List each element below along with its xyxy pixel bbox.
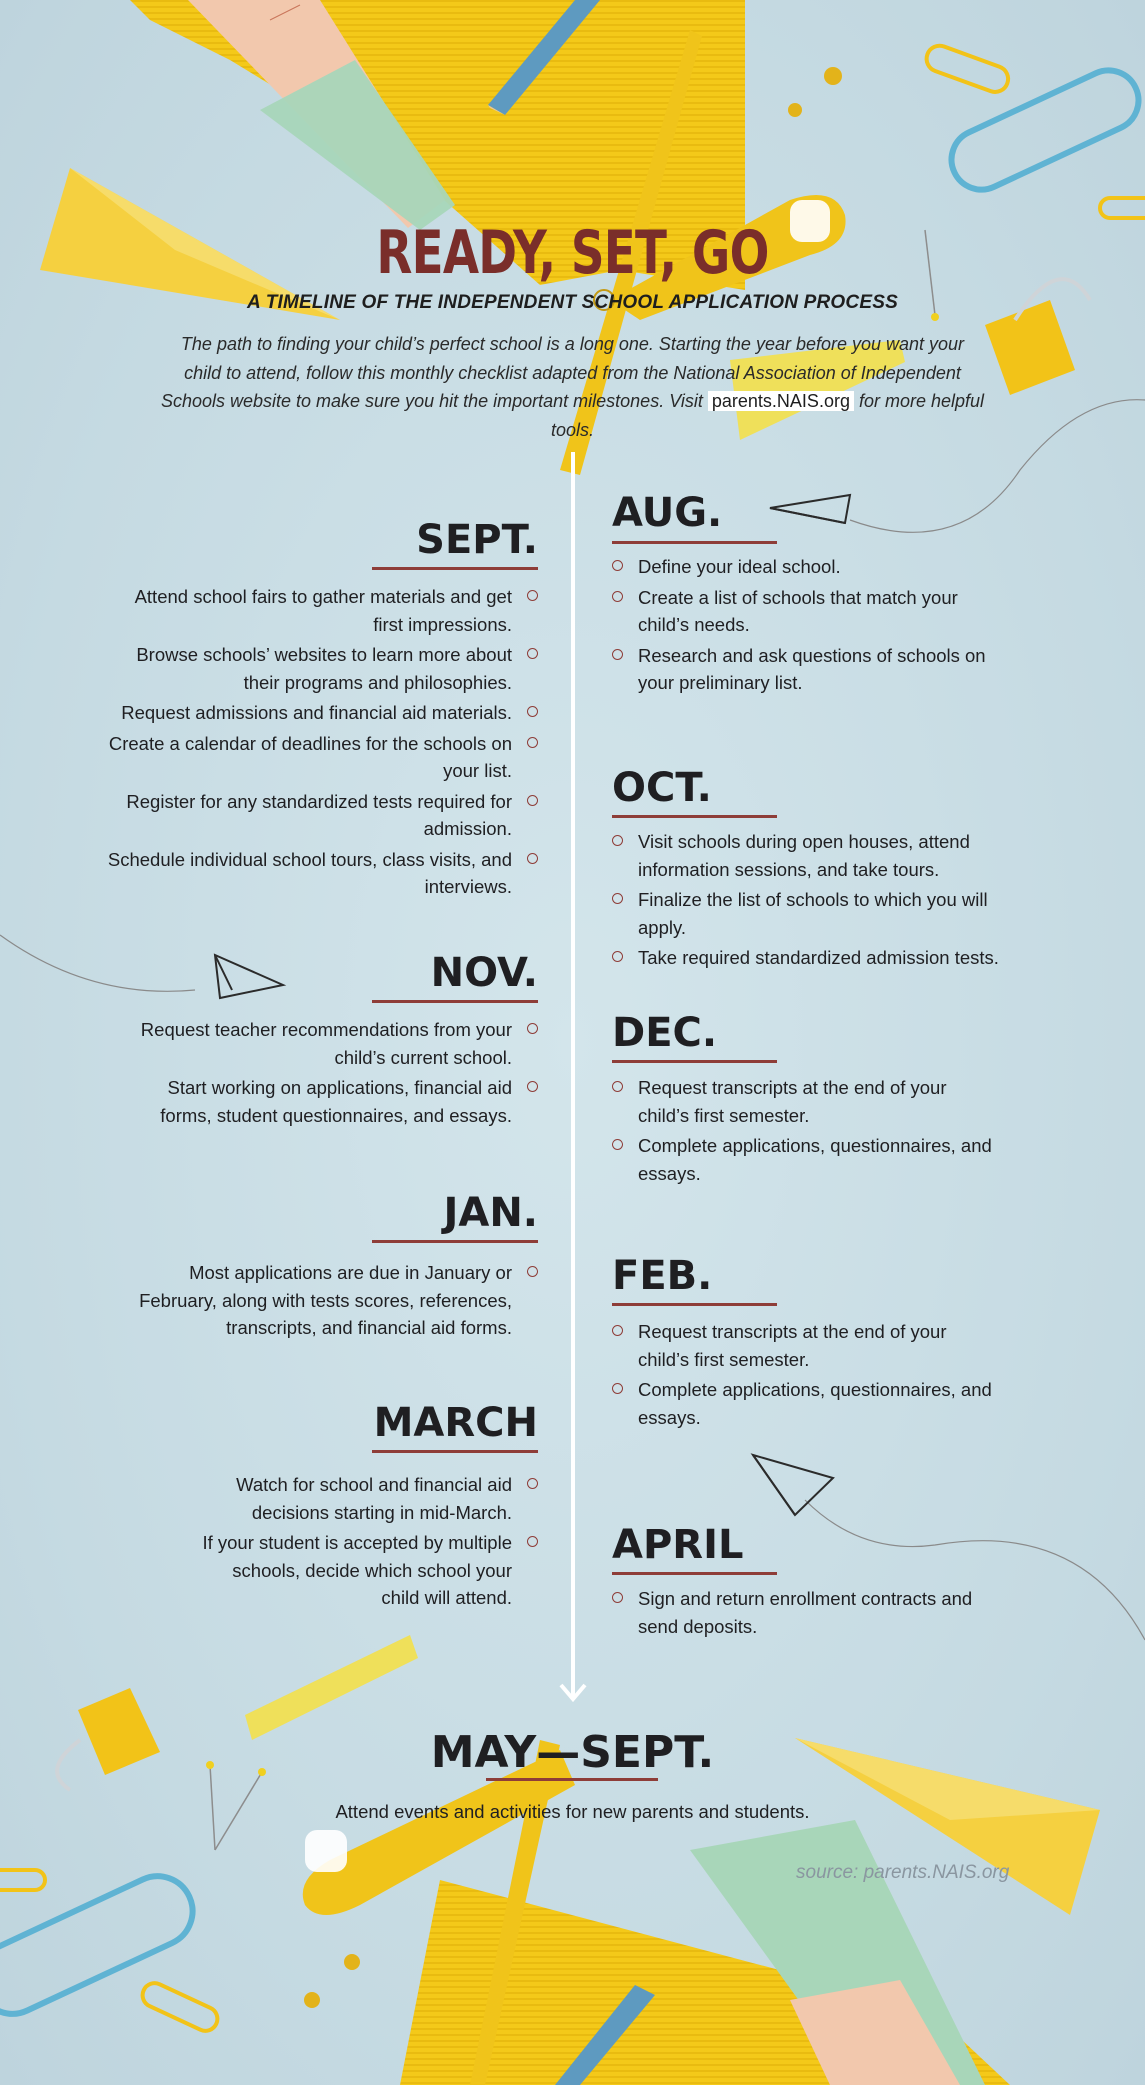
push-pin-icon	[344, 1954, 360, 1970]
bullet-icon	[527, 1023, 538, 1034]
list-item: Request transcripts at the end of your child’s first semester.	[612, 1074, 992, 1129]
highlighter-bottom-icon	[245, 1635, 418, 1740]
month-rule	[372, 1000, 538, 1003]
bullet-icon	[527, 1081, 538, 1092]
bullet-icon	[527, 590, 538, 601]
bullet-icon	[527, 706, 538, 717]
list-item: Attend school fairs to gather materials and get first impressions.	[100, 583, 538, 638]
bullet-icon	[612, 1081, 623, 1092]
intro-text-end: for more helpful tools.	[550, 391, 985, 440]
month-list-dec	[612, 1074, 992, 1190]
paper-plane-sketch-icon	[753, 1455, 833, 1515]
month-title-april: APRIL	[612, 1522, 744, 1568]
bullet-icon	[527, 1478, 538, 1489]
bullet-icon	[527, 1266, 538, 1277]
list-item: Finalize the list of schools to which you will apply.	[612, 886, 1032, 941]
bullet-icon	[612, 951, 623, 962]
paperclip-yellow-icon	[0, 1870, 45, 1890]
month-title-oct: OCT.	[612, 765, 712, 811]
month-title-nov: NOV.	[430, 950, 538, 996]
push-pin-icon	[824, 67, 842, 85]
list-item: Most applications are due in January or February, along with tests scores, references, transcripts, and financial aid forms.	[120, 1259, 538, 1342]
bullet-icon	[527, 795, 538, 806]
bullet-icon	[612, 893, 623, 904]
month-title-sept: SEPT.	[416, 517, 538, 563]
month-title-dec: DEC.	[612, 1010, 718, 1056]
month-list-oct	[612, 828, 1032, 975]
month-list-nov	[130, 1016, 538, 1132]
list-item: Request transcripts at the end of your child’s first semester.	[612, 1318, 992, 1373]
month-rule	[372, 567, 538, 570]
paperclip-yellow-icon	[1100, 198, 1145, 218]
month-list-aug	[612, 553, 992, 700]
month-list-march	[200, 1471, 538, 1615]
list-item: Register for any standardized tests required for admission.	[100, 788, 538, 843]
bullet-icon	[527, 853, 538, 864]
bullet-icon	[612, 835, 623, 846]
month-title-jan: JAN.	[443, 1190, 538, 1236]
bullet-icon	[527, 737, 538, 748]
timeline-arrow-icon	[558, 1680, 588, 1708]
month-title-may-sept: MAY—SEPT.	[430, 1727, 715, 1778]
list-item: Create a list of schools that match your child’s needs.	[612, 584, 992, 639]
push-pin-icon	[304, 1992, 320, 2008]
list-item: Start working on applications, financial aid forms, student questionnaires, and essays.	[130, 1074, 538, 1129]
flight-path-left	[0, 935, 195, 991]
bullet-icon	[612, 1383, 623, 1394]
paperclip-yellow-icon	[139, 1979, 222, 2035]
month-rule	[372, 1450, 538, 1453]
month-title-march: MARCH	[373, 1400, 538, 1446]
push-pin-icon	[788, 103, 802, 117]
intro-link[interactable]: parents.NAIS.org	[708, 391, 854, 411]
month-title-feb: FEB.	[612, 1253, 713, 1299]
paperclip-blue-icon	[942, 61, 1145, 200]
bullet-icon	[527, 648, 538, 659]
bullet-icon	[612, 560, 623, 571]
list-item: Create a calendar of deadlines for the schools on your list.	[100, 730, 538, 785]
intro-text-start: The path to finding your child’s perfect school is a long one. Starting the year before you want your child to attend, follow this monthly checklist adapted from the National Association of Independent Schools website to make sure you hit the important milestones. Visit	[160, 334, 965, 411]
bullet-icon	[612, 1325, 623, 1336]
list-item: Visit schools during open houses, attend information sessions, and take tours.	[612, 828, 1032, 883]
final-text: Attend events and activities for new parents and students.	[335, 1801, 810, 1822]
source-credit: source: parents.NAIS.org	[796, 1862, 1010, 1883]
list-item: Request admissions and financial aid materials.	[80, 699, 538, 727]
month-list-jan	[120, 1259, 538, 1345]
list-item: Watch for school and financial aid decisions starting in mid-March.	[200, 1471, 538, 1526]
month-rule	[612, 541, 777, 544]
month-title-aug: AUG.	[612, 490, 723, 536]
bullet-icon	[527, 1536, 538, 1547]
month-rule	[612, 1303, 777, 1306]
list-item: Complete applications, questionnaires, and essays.	[612, 1132, 992, 1187]
month-rule	[372, 1240, 538, 1243]
list-item: If your student is accepted by multiple schools, decide which school your child will attend.	[200, 1529, 538, 1612]
month-rule	[612, 1060, 777, 1063]
bullet-icon	[612, 649, 623, 660]
intro-text	[160, 330, 985, 444]
list-item: Sign and return enrollment contracts and send deposits.	[612, 1585, 992, 1640]
list-item: Define your ideal school.	[612, 553, 992, 581]
bullet-icon	[612, 591, 623, 602]
month-list-feb	[612, 1318, 992, 1434]
page-subtitle: A TIMELINE OF THE INDEPENDENT SCHOOL APPLICATION PROCESS	[247, 292, 898, 313]
month-list-sept	[100, 583, 538, 904]
timeline-spine	[571, 452, 575, 1697]
list-item: Browse schools’ websites to learn more about their programs and philosophies.	[100, 641, 538, 696]
list-item: Schedule individual school tours, class visits, and interviews.	[100, 846, 538, 901]
month-rule	[486, 1778, 658, 1781]
month-list-april	[612, 1585, 992, 1643]
bullet-icon	[612, 1139, 623, 1150]
paperclip-yellow-icon	[923, 42, 1012, 96]
list-item: Request teacher recommendations from your child’s current school.	[130, 1016, 538, 1071]
month-rule	[612, 1572, 777, 1575]
list-item: Complete applications, questionnaires, and essays.	[612, 1376, 992, 1431]
month-rule	[612, 815, 777, 818]
list-item: Research and ask questions of schools on your preliminary list.	[612, 642, 992, 697]
list-item: Take required standardized admission tests.	[612, 944, 1032, 972]
page-title: READY, SET, GO	[376, 218, 769, 288]
bullet-icon	[612, 1592, 623, 1603]
paper-plane-sketch-icon	[770, 495, 850, 523]
